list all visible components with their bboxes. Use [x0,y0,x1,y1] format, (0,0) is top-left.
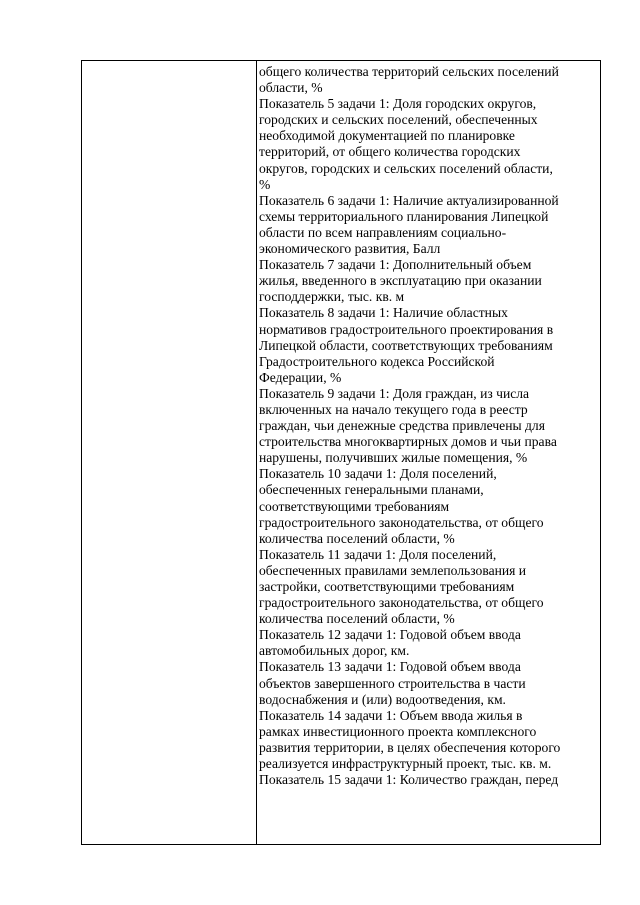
text-line: Показатель 13 задачи 1: Годовой объем ввода [259,659,521,675]
text-line: общего количества территорий сельских поселений [259,64,559,79]
text-line: Показатель 6 задачи 1: Наличие актуализированной [259,192,559,208]
text-line: жилья, введенного в эксплуатацию при оказании [259,273,542,289]
text-line: соответствующими требованиям [259,498,450,514]
text-line: развития территории, в целях обеспечения которого [259,739,561,755]
text-line: экономического развития, Балл [259,241,441,257]
indicator-text [257,61,600,844]
text-line: городских и сельских поселений, обеспеченных [259,112,538,128]
text-line: Показатель 15 задачи 1: Количество граждан, перед [259,772,559,788]
text-line: Показатель 8 задачи 1: Наличие областных [259,305,508,321]
text-line: застройки, соответствующими требованиям [259,579,515,594]
text-line: схемы территориального планирования Липецкой [259,208,549,224]
text-line: обеспеченных генеральными планами, [259,482,484,498]
text-line: Показатель 5 задачи 1: Доля городских округов, [259,96,537,112]
text-line: объектов завершенного строительства в части [259,675,526,691]
text-line: граждан, чьи денежные средства привлечены для [259,418,545,434]
text-line: Липецкой области, соответствующих требованиям [259,337,553,353]
text-line: Показатель 14 задачи 1: Объем ввода жилья в [259,707,523,723]
text-line: градостроительного законодательства, от общего [259,514,544,530]
left-empty-cell [82,61,257,845]
text-line: Показатель 10 задачи 1: Доля поселений, [259,466,497,482]
text-line: округов, городских и сельских поселений области, [259,160,553,176]
indicator-table [81,60,601,845]
text-line: нормативов градостроительного проектирования в [259,321,554,337]
text-line: градостроительного законодательства, от общего [259,595,544,611]
table-row [82,61,601,845]
text-line: автомобильных дорог, км. [259,643,410,659]
text-line: обеспеченных правилами землепользования и [259,562,527,578]
text-line: Показатель 9 задачи 1: Доля граждан, из числа [259,385,530,401]
text-line: области по всем направлениям социально- [259,224,507,240]
indicator-text-cell [257,61,601,845]
text-line: Показатель 7 задачи 1: Дополнительный объем [259,257,532,273]
text-line: Градостроительного кодекса Российской [259,353,495,369]
text-line: включенных на начало текущего года в реестр [259,401,528,417]
text-line: водоснабжения и (или) водоотведения, км. [259,691,506,707]
text-line: необходимой документацией по планировке [259,128,515,144]
text-line: Показатель 11 задачи 1: Доля поселений, [259,546,497,562]
text-line: % [259,176,271,192]
text-line: реализуется инфраструктурный проект, тыс. кв. м. [259,756,552,772]
text-line: области, % [259,80,323,96]
text-line: Федерации, % [259,369,342,385]
text-line: количества поселений области, % [259,611,455,627]
text-line: рамках инвестиционного проекта комплексного [259,723,537,739]
text-line: Показатель 12 задачи 1: Годовой объем ввода [259,627,521,643]
text-line: территорий, от общего количества городских [259,144,521,160]
text-line: строительства многоквартирных домов и чьи права [259,434,557,450]
text-line: количества поселений области, % [259,530,455,546]
text-line: господдержки, тыс. кв. м [259,289,405,305]
text-line: нарушены, получивших жилые помещения, % [259,450,528,466]
